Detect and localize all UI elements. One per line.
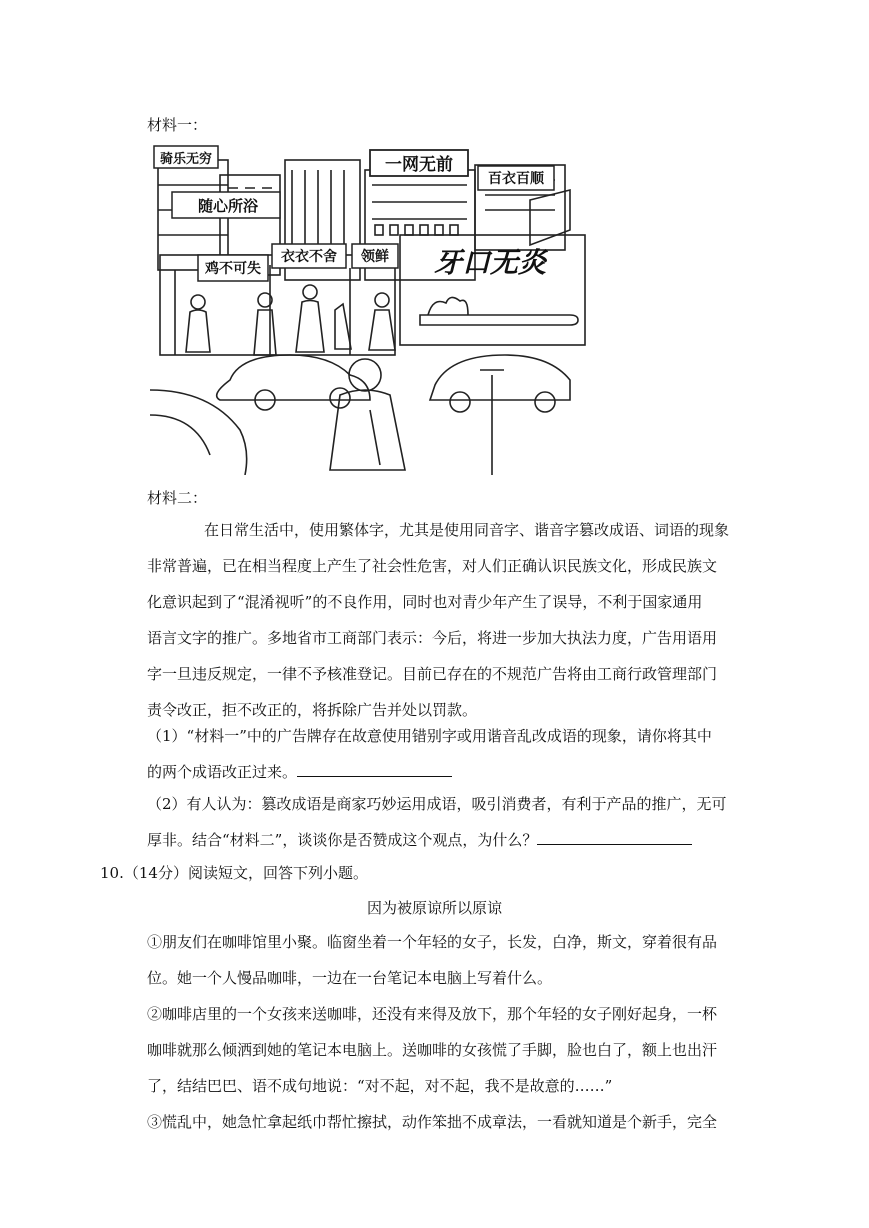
question-1-line: 的两个成语改正过来。	[147, 763, 298, 781]
sign-qi-le-wu-qiong: 骑乐无穷	[159, 152, 213, 167]
question-1-line: （1）“材料一”中的广告牌存在故意使用错别字或用谐音乱改成语的现象，请你将其中	[147, 727, 712, 745]
passage-line: 了，结结巴巴、语不成句地说：“对不起，对不起，我不是故意的……”	[147, 1077, 613, 1095]
material2-label: 材料二：	[147, 489, 208, 507]
material2-line: 非常普遍，已在相当程度上产生了社会性危害，对人们正确认识民族文化，形成民族文	[147, 557, 718, 575]
material1-label: 材料一：	[147, 116, 208, 134]
street-cartoon-illustration	[150, 140, 590, 475]
question-1	[147, 718, 747, 790]
material2-line: 化意识起到了“混淆视听”的不良作用，同时也对青少年产生了误导，不利于国家通用	[147, 593, 703, 611]
question-10-header: 10.（14分）阅读短文，回答下列小题。	[100, 864, 368, 882]
passage-title: 因为被原谅所以原谅	[366, 899, 502, 917]
passage-body	[147, 924, 747, 1140]
question-2	[147, 786, 747, 858]
sign-ji-bu-ke-shi: 鸡不可失	[205, 261, 261, 277]
material2-line: 字一旦违反规定，一律不予核准登记。目前已存在的不规范广告将由工商行政管理部门	[147, 665, 718, 683]
passage-line: ②咖啡店里的一个女孩来送咖啡，还没有来得及放下，那个年轻的女子刚好起身，一杯	[147, 1005, 718, 1023]
sign-yi-wang-wu-qian: 一网无前	[385, 155, 453, 175]
answer-blank-2[interactable]	[537, 830, 692, 845]
material2-paragraph	[147, 512, 747, 728]
material2-line: 责令改正，拒不改正的，将拆除广告并处以罚款。	[147, 701, 478, 719]
answer-blank-1[interactable]	[297, 762, 452, 777]
passage-line: 咖啡就那么倾洒到她的笔记本电脑上。送咖啡的女孩慌了手脚，脸也白了，额上也出汗	[147, 1041, 718, 1059]
sign-sui-xin-suo-yu: 随心所浴	[197, 197, 259, 215]
sign-ya-kou-wu-yan: 牙口无炎	[433, 246, 547, 279]
material2-line: 语言文字的推广。多地省市工商部门表示：今后，将进一步加大执法力度，广告用语用	[147, 629, 718, 647]
question-2-line: （2）有人认为：篡改成语是商家巧妙运用成语，吸引消费者，有利于产品的推广，无可	[147, 795, 727, 813]
sign-yi-yi-bu-she: 衣衣不舍	[281, 249, 337, 265]
question-2-line: 厚非。结合“材料二”，谈谈你是否赞成这个观点，为什么？	[147, 831, 538, 849]
passage-line: ①朋友们在咖啡馆里小聚。临窗坐着一个年轻的女子，长发，白净，斯文，穿着很有品	[147, 933, 718, 951]
sign-bai-yi-bai-shun: 百衣百顺	[488, 171, 544, 187]
sign-ling-xian: 领鲜	[361, 249, 389, 265]
passage-line: ③慌乱中，她急忙拿起纸巾帮忙擦拭，动作笨拙不成章法，一看就知道是个新手，完全	[147, 1113, 718, 1131]
passage-line: 位。她一个人慢品咖啡，一边在一台笔记本电脑上写着什么。	[147, 969, 553, 987]
material2-line: 在日常生活中，使用繁体字，尤其是使用同音字、谐音字篡改成语、词语的现象	[204, 521, 730, 539]
